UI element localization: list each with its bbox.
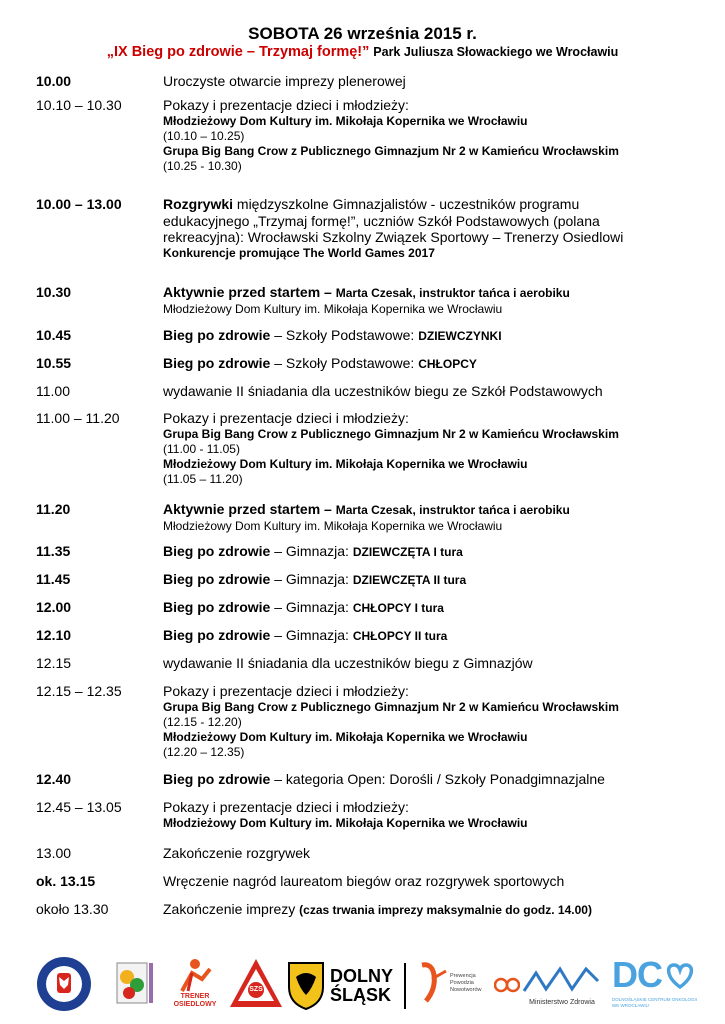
- row-text: – Gimnazja:: [270, 599, 353, 615]
- row-time: 10.45: [36, 327, 72, 343]
- row-performer: Młodzieżowy Dom Kultury im. Mikołaja Kopernika we Wrocławiu: [163, 729, 528, 744]
- row-text: Pokazy i prezentacje dzieci i młodzieży:: [163, 683, 409, 699]
- row-text-bold: Bieg po zdrowie: [163, 355, 271, 371]
- slask-text: ŚLĄSK: [330, 985, 392, 1005]
- row-time: 11.00 – 11.20: [36, 410, 120, 426]
- row-time: 12.45 – 13.05: [36, 799, 122, 815]
- row-performer: Grupa Big Bang Crow z Publicznego Gimnazjum Nr 2 w Kamieńcu Wrocławskim: [163, 143, 619, 158]
- row-category: CHŁOPCY I tura: [352, 601, 444, 615]
- logo-divider: [404, 963, 406, 1009]
- row-text: Uroczyste otwarcie imprezy plenerowej: [163, 73, 406, 89]
- row-text: – Gimnazja:: [270, 627, 353, 643]
- row-time: 11.35: [36, 543, 71, 559]
- row-time: 12.15 – 12.35: [36, 683, 122, 699]
- szs-label: SZS: [249, 986, 263, 993]
- trener-label: TRENER OSIEDLOWY: [173, 993, 217, 1008]
- row-performer: Młodzieżowy Dom Kultury im. Mikołaja Kopernika we Wrocławiu: [163, 113, 528, 128]
- row-text-bold: Bieg po zdrowie: [163, 627, 271, 643]
- row-time: 10.00 – 13.00: [36, 196, 122, 212]
- row-time: 11.00: [36, 383, 70, 399]
- row-text-bold: Bieg po zdrowie: [163, 571, 271, 587]
- row-subtime: (10.10 – 10.25): [163, 128, 245, 143]
- row-performer: Grupa Big Bang Crow z Publicznego Gimnazjum Nr 2 w Kamieńcu Wrocławskim: [163, 426, 619, 441]
- row-category: CHŁOPCY II tura: [352, 629, 448, 643]
- dolny-slask-logo: [286, 955, 398, 1013]
- trener-osiedlowy-logo: [170, 955, 220, 1013]
- row-text-bold: Bieg po zdrowie: [163, 543, 271, 559]
- row-text: międzyszkolne Gimnazjalistów - uczestników programu: [233, 196, 580, 212]
- row-text: – Szkoły Podstawowe:: [270, 355, 419, 371]
- row-subtime: (12.20 – 12.35): [163, 744, 245, 759]
- row-category: DZIEWCZĘTA II tura: [352, 573, 467, 587]
- row-subtime: (11.05 – 11.20): [163, 471, 243, 486]
- row-text-bold: Aktywnie przed startem –: [163, 501, 336, 517]
- row-performer: Młodzieżowy Dom Kultury im. Mikołaja Kopernika we Wrocławiu: [163, 456, 528, 471]
- row-text: Młodzieżowy Dom Kultury im. Mikołaja Kopernika we Wrocławiu: [163, 518, 503, 533]
- row-text: Pokazy i prezentacje dzieci i młodzieży:: [163, 97, 409, 113]
- row-time: 12.40: [36, 771, 72, 787]
- ministerstwo-zdrowia-logo: [520, 955, 604, 1013]
- row-subtime: (12.15 - 12.20): [163, 714, 242, 729]
- row-subtime: (10.25 - 10.30): [163, 158, 242, 173]
- row-text-bold: Rozgrywki: [163, 196, 234, 212]
- event-name: „IX Bieg po zdrowie – Trzymaj formę!”: [106, 44, 370, 60]
- row-text: Marta Czesak, instruktor tańca i aerobiku: [335, 286, 570, 300]
- sanepid-logo: [35, 955, 93, 1013]
- prewencja-logo: [414, 955, 518, 1013]
- row-category: DZIEWCZYNKI: [418, 329, 502, 343]
- dco-logo: [612, 955, 698, 1013]
- row-time: 10.30: [36, 284, 72, 300]
- row-text-bold: Aktywnie przed startem –: [163, 284, 336, 300]
- row-text: wydawanie II śniadania dla uczestników biegu z Gimnazjów: [163, 655, 533, 671]
- row-text: – Szkoły Podstawowe:: [270, 327, 419, 343]
- ministerstwo-text: Ministerstwo Zdrowia: [529, 999, 595, 1006]
- row-text: Zakończenie rozgrywek: [163, 845, 311, 861]
- row-text: – Gimnazja:: [270, 543, 353, 559]
- dco-text: DC: [612, 954, 662, 995]
- row-performer: Młodzieżowy Dom Kultury im. Mikołaja Kopernika we Wrocławiu: [163, 815, 528, 830]
- row-time: 10.10 – 10.30: [36, 97, 122, 113]
- row-note: Konkurencje promujące The World Games 2017: [163, 245, 435, 260]
- page-title: SOBOTA 26 września 2015 r.: [248, 24, 477, 43]
- row-time: 10.00: [36, 73, 72, 89]
- row-time: około 13.30: [36, 901, 109, 917]
- row-text: Pokazy i prezentacje dzieci i młodzieży:: [163, 799, 409, 815]
- row-category: DZIEWCZĘTA I tura: [352, 545, 463, 559]
- row-text: rekreacyjna): Wrocławski Szkolny Związek Sportowy – Trenerzy Osiedlowi: [163, 229, 624, 245]
- row-time: 11.20: [36, 501, 71, 517]
- row-time: 12.00: [36, 599, 72, 615]
- row-text: edukacyjnego „Trzymaj formę!”, uczniów Szkół Podstawowych (polana: [163, 212, 600, 229]
- row-time: ok. 13.15: [36, 873, 96, 889]
- row-text-bold: Bieg po zdrowie: [163, 771, 271, 787]
- row-time: 11.45: [36, 571, 71, 587]
- culture-center-logo: [115, 955, 155, 1013]
- row-time: 12.15: [36, 655, 72, 671]
- sponsor-logos: [30, 955, 700, 1015]
- row-time: 12.10: [36, 627, 72, 643]
- row-category: CHŁOPCY: [418, 357, 477, 371]
- prewencja-text: Prewencja Powodzia Nowotworów: [450, 973, 482, 993]
- dco-subtext: DOLNOŚLĄSKIE CENTRUM ONKOLOGII WE WROCŁAWIU: [612, 997, 698, 1008]
- row-text: Marta Czesak, instruktor tańca i aerobiku: [335, 503, 570, 517]
- row-text: – kategoria Open: Dorośli / Szkoły Ponadgimnazjalne: [270, 771, 605, 787]
- row-subtime: (11.00 - 11.05): [163, 441, 240, 456]
- event-subtitle: [0, 43, 725, 60]
- row-text: Pokazy i prezentacje dzieci i młodzieży:: [163, 410, 409, 426]
- row-text-bold: Bieg po zdrowie: [163, 327, 271, 343]
- event-venue: Park Juliusza Słowackiego we Wrocławiu: [373, 45, 619, 59]
- row-time: 10.55: [36, 355, 72, 371]
- row-note: (czas trwania imprezy maksymalnie do godz. 14.00): [299, 903, 592, 917]
- row-text: Wręczenie nagród laureatom biegów oraz rozgrywek sportowych: [163, 873, 565, 889]
- dolny-text: DOLNY: [330, 966, 393, 986]
- szs-logo: [228, 955, 284, 1013]
- row-text: wydawanie II śniadania dla uczestników biegu ze Szkół Podstawowych: [163, 383, 603, 399]
- row-text-bold: Bieg po zdrowie: [163, 599, 271, 615]
- row-time: 13.00: [36, 845, 72, 861]
- row-text: – Gimnazja:: [270, 571, 353, 587]
- row-text: Zakończenie imprezy: [163, 901, 300, 917]
- row-text: Młodzieżowy Dom Kultury im. Mikołaja Kopernika we Wrocławiu: [163, 301, 503, 316]
- row-performer: Grupa Big Bang Crow z Publicznego Gimnazjum Nr 2 w Kamieńcu Wrocławskim: [163, 699, 619, 714]
